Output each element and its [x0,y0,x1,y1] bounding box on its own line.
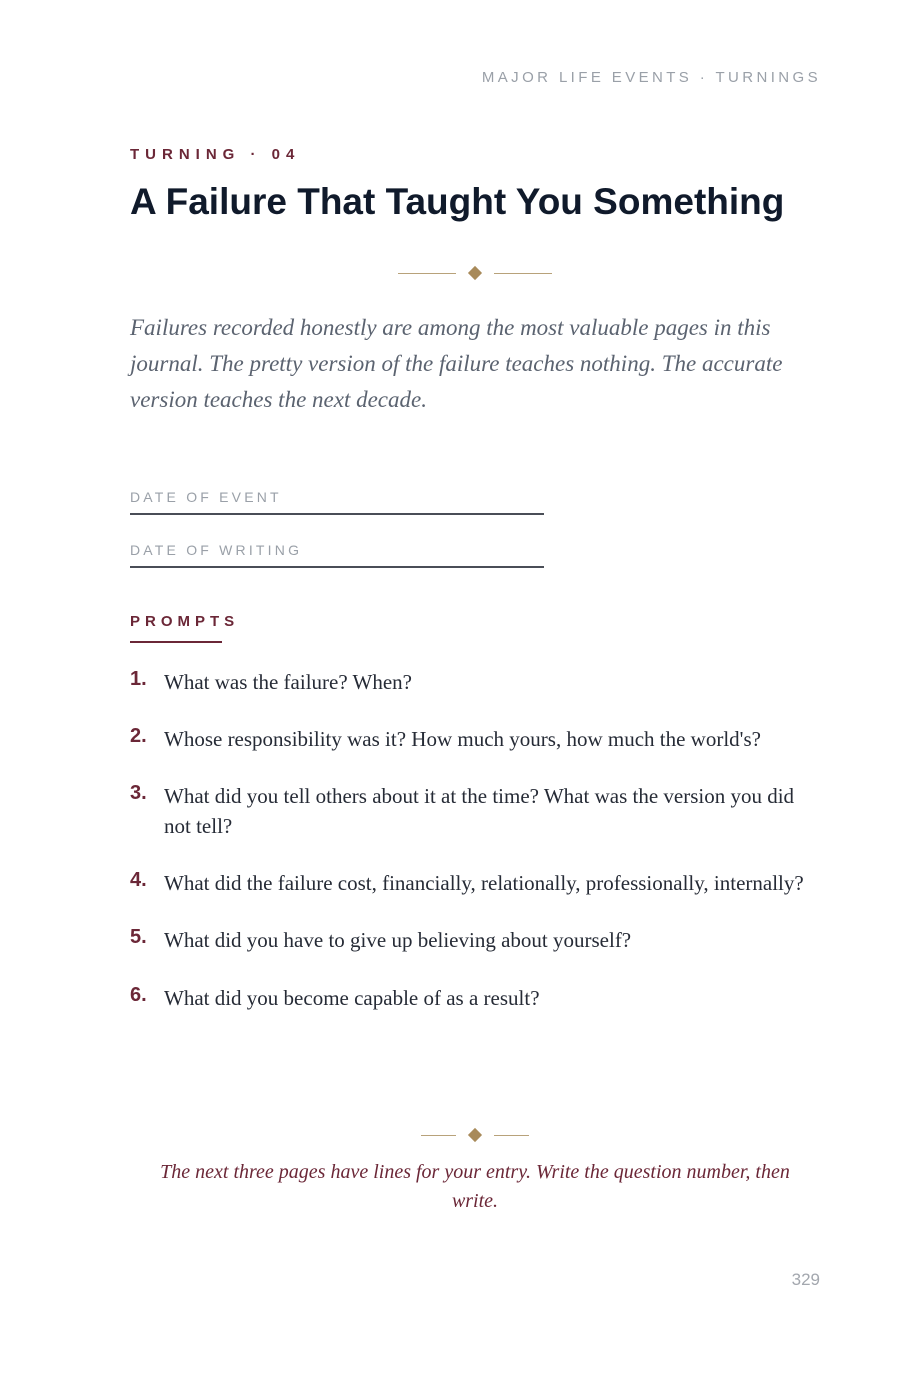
prompt-text: What did you become capable of as a result? [164,986,540,1010]
date-of-event-field[interactable] [130,487,544,515]
prompt-text: What did you have to give up believing about yourself? [164,928,632,952]
entry-instructions: The next three pages have lines for your entry. Write the question number, then write. [160,1161,790,1212]
prompts-heading: PROMPTS [130,613,240,630]
prompts-heading-rule [130,641,222,643]
ornament-rule-right [494,1135,529,1136]
diamond-ornament-icon [468,1128,482,1142]
bottom-ornament [421,1129,529,1143]
diamond-ornament-icon [468,266,482,280]
turning-kicker: TURNING · 04 [130,146,301,163]
prompt-number: 1. [130,668,147,690]
prompt-text: What did the failure cost, financially, relationally, professionally, internally? [164,871,804,895]
top-ornament [398,267,552,281]
running-head: MAJOR LIFE EVENTS · TURNINGS [481,69,821,86]
ornament-rule-left [421,1135,456,1136]
prompt-number: 5. [130,926,147,948]
page-title: A Failure That Taught You Something [130,181,785,222]
prompt-text: Whose responsibility was it? How much yours, how much the world's? [164,727,761,751]
ornament-rule-right [494,273,552,274]
prompt-number: 4. [130,869,147,891]
prompt-text: What did you tell others about it at the time? What was the version you did not tell? [164,784,795,838]
prompt-number: 3. [130,782,147,804]
page-number: 329 [791,1270,820,1289]
date-of-writing-field[interactable] [130,540,544,568]
intro-paragraph: Failures recorded honestly are among the most valuable pages in this journal. The pretty version of the failure teaches nothing. The accurate version teaches the next decade. [130,315,783,412]
prompt-number: 6. [130,984,147,1006]
prompt-number: 2. [130,725,147,747]
prompt-text: What was the failure? When? [164,670,412,694]
ornament-rule-left [398,273,456,274]
date-of-writing-label: DATE OF WRITING [130,542,303,558]
date-of-event-label: DATE OF EVENT [130,489,282,505]
